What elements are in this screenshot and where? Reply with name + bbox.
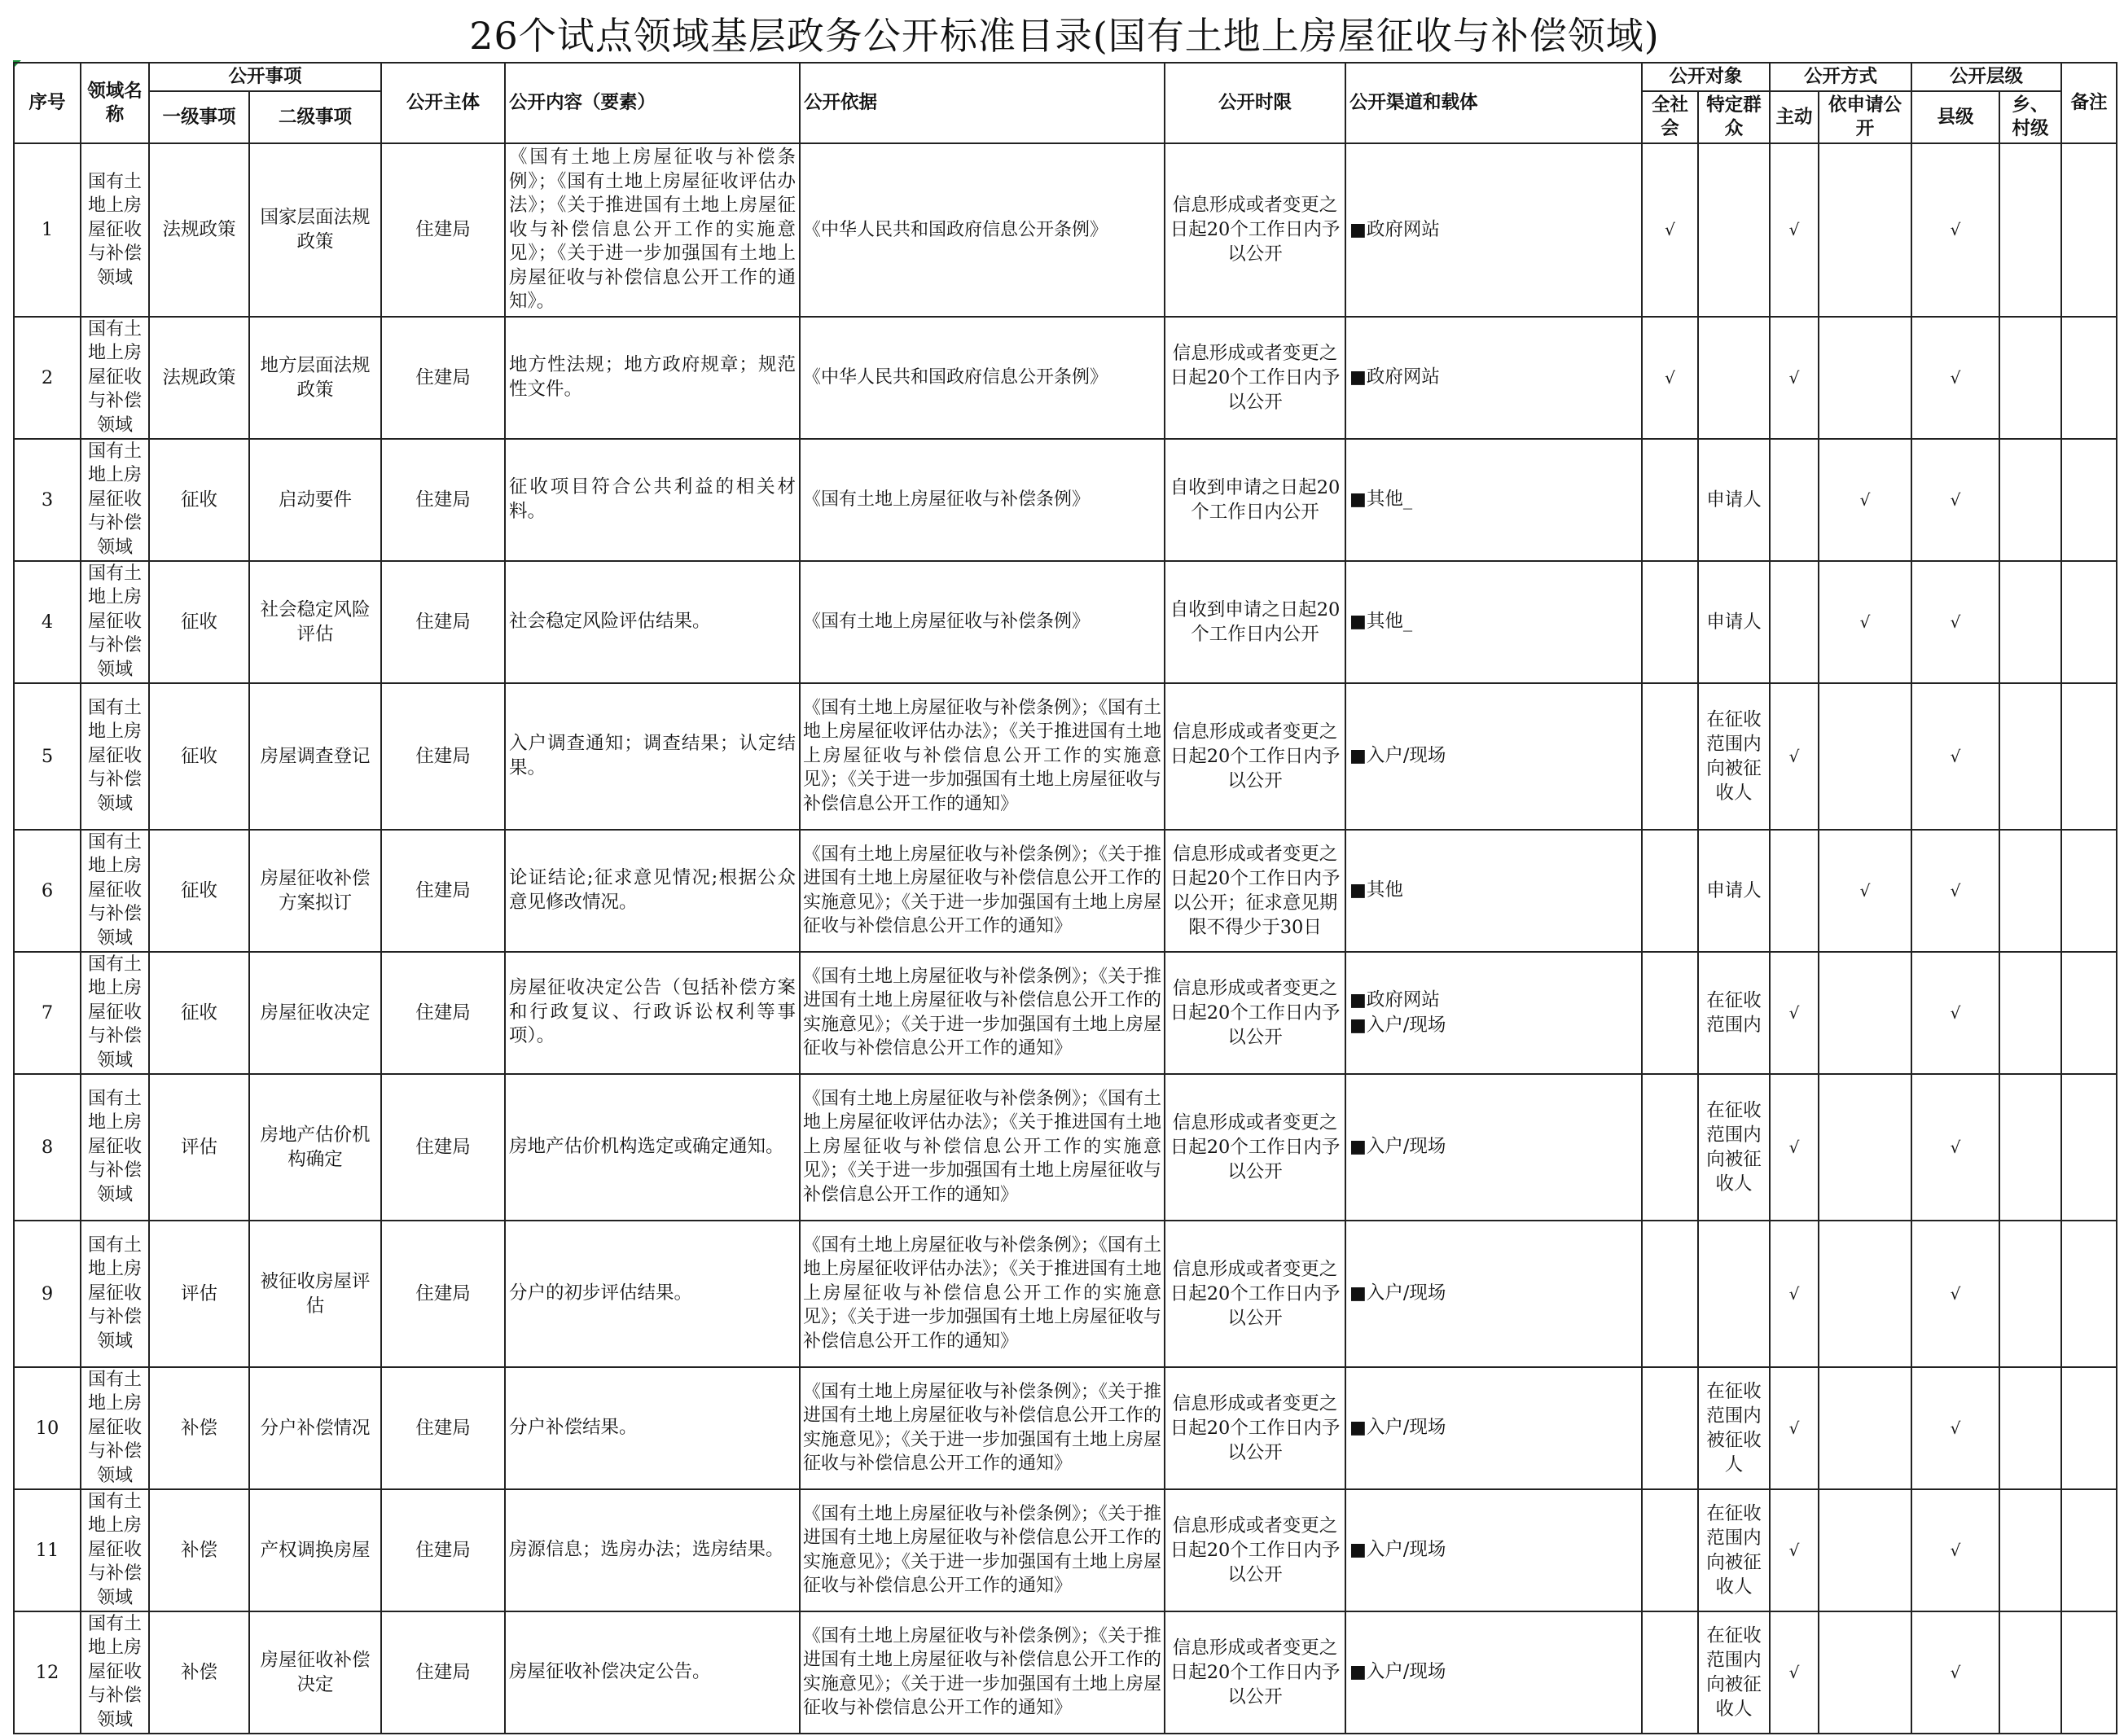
cell-basis: 《国有土地上房屋征收与补偿条例》；《国有土地上房屋征收评估办法》；《关于推进国有土地上房屋征收与补偿信息公开工作的实施意见》；《关于进一步加强国有土地上房屋征收与补偿信息公开工作的通知》 <box>800 1221 1165 1367</box>
cell-subject: 住建局 <box>381 830 505 952</box>
table-row <box>14 1074 2117 1221</box>
cell-field: 国有土地上房屋征收与补偿领域 <box>81 439 149 561</box>
channel-marker-icon: ■ <box>1349 219 1367 240</box>
cell-target-all <box>1642 683 1698 830</box>
cell-seq: 3 <box>14 439 81 561</box>
cell-method-active <box>1770 561 1819 683</box>
cell-item1: 征收 <box>149 952 249 1074</box>
cell-method-active: √ <box>1770 1489 1819 1611</box>
cell-level-county: √ <box>1911 1367 1999 1489</box>
cell-field: 国有土地上房屋征收与补偿领域 <box>81 1221 149 1367</box>
cell-target-all <box>1642 1074 1698 1221</box>
cell-seq: 4 <box>14 561 81 683</box>
header-method-group: 公开方式 <box>1770 63 1911 91</box>
cell-level-town <box>1999 1489 2061 1611</box>
cell-content: 分户补偿结果。 <box>505 1367 800 1489</box>
cell-field: 国有土地上房屋征收与补偿领域 <box>81 561 149 683</box>
cell-target-all <box>1642 830 1698 952</box>
cell-seq: 6 <box>14 830 81 952</box>
cell-content: 入户调查通知；调查结果；认定结果。 <box>505 683 800 830</box>
cell-method-active: √ <box>1770 1074 1819 1221</box>
cell-method-request <box>1819 1611 1911 1734</box>
channel-marker-icon: ■ <box>1349 367 1367 388</box>
cell-field: 国有土地上房屋征收与补偿领域 <box>81 1074 149 1221</box>
cell-method-request <box>1819 1489 1911 1611</box>
cell-basis: 《国有土地上房屋征收与补偿条例》；《关于推进国有土地上房屋征收与补偿信息公开工作的实施意见》；《关于进一步加强国有土地上房屋征收与补偿信息公开工作的通知》 <box>800 1367 1165 1489</box>
channel-label: 入户/现场 <box>1366 1661 1446 1682</box>
table-row <box>14 143 2117 317</box>
channel-marker-icon: ■ <box>1349 1015 1367 1036</box>
cell-remark <box>2061 1367 2117 1489</box>
cell-basis: 《国有土地上房屋征收与补偿条例》；《关于推进国有土地上房屋征收与补偿信息公开工作的实施意见》；《关于进一步加强国有土地上房屋征收与补偿信息公开工作的通知》 <box>800 1611 1165 1734</box>
cell-level-town <box>1999 561 2061 683</box>
cell-subject: 住建局 <box>381 952 505 1074</box>
cell-method-request: √ <box>1819 439 1911 561</box>
cell-basis: 《国有土地上房屋征收与补偿条例》；《关于推进国有土地上房屋征收与补偿信息公开工作的实施意见》；《关于进一步加强国有土地上房屋征收与补偿信息公开工作的通知》 <box>800 830 1165 952</box>
cell-field: 国有土地上房屋征收与补偿领域 <box>81 683 149 830</box>
channel-entry <box>1349 988 1638 1013</box>
header-method-active: 主动 <box>1770 91 1819 143</box>
cell-method-request <box>1819 317 1911 439</box>
cell-target-specific: 在征收范围内向被征收人 <box>1698 1489 1770 1611</box>
cell-remark <box>2061 1074 2117 1221</box>
cell-target-specific: 在征收范围内向被征收人 <box>1698 1074 1770 1221</box>
cell-remark <box>2061 1611 2117 1734</box>
cell-seq: 11 <box>14 1489 81 1611</box>
cell-channel <box>1345 1611 1642 1734</box>
cell-time: 信息形成或者变更之日起20个工作日内予以公开 <box>1165 143 1345 317</box>
header-remark: 备注 <box>2061 63 2117 143</box>
channel-label: 入户/现场 <box>1366 1136 1446 1157</box>
cell-target-all <box>1642 1367 1698 1489</box>
cell-method-request: √ <box>1819 830 1911 952</box>
cell-item1: 补偿 <box>149 1367 249 1489</box>
cell-basis: 《国有土地上房屋征收与补偿条例》；《关于推进国有土地上房屋征收与补偿信息公开工作的实施意见》；《关于进一步加强国有土地上房屋征收与补偿信息公开工作的通知》 <box>800 952 1165 1074</box>
channel-label: 入户/现场 <box>1366 1014 1446 1036</box>
cell-target-all <box>1642 1489 1698 1611</box>
header-level-county: 县级 <box>1911 91 1999 143</box>
cell-subject: 住建局 <box>381 317 505 439</box>
cell-content: 《国有土地上房屋征收与补偿条例》；《国有土地上房屋征收评估办法》；《关于推进国有土地上房屋征收与补偿信息公开工作的实施意见》；《关于进一步加强国有土地上房屋征收与补偿信息公开工作的通知》。 <box>505 143 800 317</box>
header-time: 公开时限 <box>1165 63 1345 143</box>
cell-time: 信息形成或者变更之日起20个工作日内予以公开 <box>1165 1074 1345 1221</box>
cell-target-specific <box>1698 317 1770 439</box>
cell-remark <box>2061 830 2117 952</box>
header-content: 公开内容（要素） <box>505 63 800 143</box>
cell-basis: 《国有土地上房屋征收与补偿条例》；《国有土地上房屋征收评估办法》；《关于推进国有土地上房屋征收与补偿信息公开工作的实施意见》；《关于进一步加强国有土地上房屋征收与补偿信息公开工作的通知》 <box>800 683 1165 830</box>
cell-content: 社会稳定风险评估结果。 <box>505 561 800 683</box>
cell-remark <box>2061 683 2117 830</box>
cell-channel <box>1345 1074 1642 1221</box>
header-basis: 公开依据 <box>800 63 1165 143</box>
cell-method-request: √ <box>1819 561 1911 683</box>
cell-content: 地方性法规；地方政府规章；规范性文件。 <box>505 317 800 439</box>
cell-field: 国有土地上房屋征收与补偿领域 <box>81 1367 149 1489</box>
cell-level-town <box>1999 143 2061 317</box>
table-row <box>14 952 2117 1074</box>
cell-remark <box>2061 1221 2117 1367</box>
channel-entry <box>1349 217 1638 243</box>
cell-basis: 《中华人民共和国政府信息公开条例》 <box>800 143 1165 317</box>
cell-target-all <box>1642 1611 1698 1734</box>
header-subject: 公开主体 <box>381 63 505 143</box>
cell-target-specific: 在征收范围内被征收人 <box>1698 1367 1770 1489</box>
cell-remark <box>2061 317 2117 439</box>
cell-remark <box>2061 143 2117 317</box>
cell-method-request <box>1819 143 1911 317</box>
cell-target-all <box>1642 439 1698 561</box>
cell-seq: 12 <box>14 1611 81 1734</box>
cell-level-county: √ <box>1911 317 1999 439</box>
header-method-request: 依申请公开 <box>1819 91 1911 143</box>
channel-label: 政府网站 <box>1366 218 1440 240</box>
cell-seq: 8 <box>14 1074 81 1221</box>
cell-method-request <box>1819 952 1911 1074</box>
cell-item2: 房屋调查登记 <box>249 683 381 830</box>
cell-field: 国有土地上房屋征收与补偿领域 <box>81 830 149 952</box>
cell-item1: 法规政策 <box>149 143 249 317</box>
cell-target-specific: 在征收范围内向被征收人 <box>1698 1611 1770 1734</box>
cell-method-request <box>1819 1367 1911 1489</box>
cell-time: 信息形成或者变更之日起20个工作日内予以公开；征求意见期限不得少于30日 <box>1165 830 1345 952</box>
cell-target-specific: 在征收范围内向被征收人 <box>1698 683 1770 830</box>
channel-marker-icon: ■ <box>1349 1540 1367 1560</box>
header-channel: 公开渠道和载体 <box>1345 63 1642 143</box>
cell-time: 信息形成或者变更之日起20个工作日内予以公开 <box>1165 952 1345 1074</box>
cell-subject: 住建局 <box>381 1489 505 1611</box>
cell-remark <box>2061 952 2117 1074</box>
table-row <box>14 1611 2117 1734</box>
cell-item1: 征收 <box>149 439 249 561</box>
cell-method-active: √ <box>1770 1611 1819 1734</box>
cell-field: 国有土地上房屋征收与补偿领域 <box>81 317 149 439</box>
cell-target-specific: 申请人 <box>1698 561 1770 683</box>
cell-channel <box>1345 830 1642 952</box>
cell-seq: 10 <box>14 1367 81 1489</box>
table-row <box>14 683 2117 830</box>
cell-basis: 《国有土地上房屋征收与补偿条例》；《关于推进国有土地上房屋征收与补偿信息公开工作的实施意见》；《关于进一步加强国有土地上房屋征收与补偿信息公开工作的通知》 <box>800 1489 1165 1611</box>
cell-method-active: √ <box>1770 143 1819 317</box>
cell-subject: 住建局 <box>381 1367 505 1489</box>
header-item1: 一级事项 <box>149 91 249 143</box>
cell-item1: 法规政策 <box>149 317 249 439</box>
cell-method-active <box>1770 439 1819 561</box>
cell-basis: 《国有土地上房屋征收与补偿条例》 <box>800 439 1165 561</box>
cell-level-county: √ <box>1911 439 1999 561</box>
cell-level-town <box>1999 952 2061 1074</box>
channel-label: 入户/现场 <box>1366 1539 1446 1560</box>
cell-channel <box>1345 952 1642 1074</box>
cell-channel <box>1345 1489 1642 1611</box>
cell-item2: 启动要件 <box>249 439 381 561</box>
cell-method-active: √ <box>1770 1367 1819 1489</box>
page-title: 26个试点领域基层政务公开标准目录(国有土地上房屋征收与补偿领域) <box>469 14 1660 58</box>
cell-time: 自收到申请之日起20个工作日内公开 <box>1165 439 1345 561</box>
cell-method-active: √ <box>1770 683 1819 830</box>
cell-subject: 住建局 <box>381 143 505 317</box>
channel-entry <box>1349 1415 1638 1440</box>
cell-item2: 被征收房屋评估 <box>249 1221 381 1367</box>
cell-channel <box>1345 317 1642 439</box>
cell-channel <box>1345 1367 1642 1489</box>
cell-content: 论证结论;征求意见情况;根据公众意见修改情况。 <box>505 830 800 952</box>
cell-time: 信息形成或者变更之日起20个工作日内予以公开 <box>1165 1611 1345 1734</box>
header-level-group: 公开层级 <box>1911 63 2061 91</box>
cell-target-specific: 申请人 <box>1698 439 1770 561</box>
cell-level-county: √ <box>1911 1611 1999 1734</box>
cell-content: 分户的初步评估结果。 <box>505 1221 800 1367</box>
table-row <box>14 1221 2117 1367</box>
cell-channel <box>1345 439 1642 561</box>
cell-field: 国有土地上房屋征收与补偿领域 <box>81 1611 149 1734</box>
channel-label: 其他 <box>1366 879 1403 901</box>
channel-marker-icon: ■ <box>1349 880 1367 901</box>
cell-item1: 征收 <box>149 561 249 683</box>
channel-entry <box>1349 365 1638 390</box>
cell-item2: 地方层面法规政策 <box>249 317 381 439</box>
cell-content: 房地产估价机构选定或确定通知。 <box>505 1074 800 1221</box>
table-row <box>14 830 2117 952</box>
cell-target-all <box>1642 561 1698 683</box>
cell-target-all <box>1642 1221 1698 1367</box>
cell-method-request <box>1819 683 1911 830</box>
cell-level-county: √ <box>1911 683 1999 830</box>
cell-level-town <box>1999 1221 2061 1367</box>
cell-subject: 住建局 <box>381 1611 505 1734</box>
channel-marker-icon: ■ <box>1349 1137 1367 1157</box>
cell-subject: 住建局 <box>381 561 505 683</box>
cell-content: 征收项目符合公共利益的相关材料。 <box>505 439 800 561</box>
table-header <box>14 63 2117 143</box>
table-row <box>14 317 2117 439</box>
cell-target-all <box>1642 952 1698 1074</box>
cell-level-town <box>1999 1611 2061 1734</box>
header-target-specific: 特定群众 <box>1698 91 1770 143</box>
cell-level-county: √ <box>1911 143 1999 317</box>
cell-subject: 住建局 <box>381 1074 505 1221</box>
cell-basis: 《中华人民共和国政府信息公开条例》 <box>800 317 1165 439</box>
channel-label: 入户/现场 <box>1366 745 1446 766</box>
channel-marker-icon: ■ <box>1349 612 1367 632</box>
channel-entry <box>1349 1281 1638 1306</box>
channel-entry <box>1349 609 1638 634</box>
cell-method-active: √ <box>1770 1221 1819 1367</box>
cell-remark <box>2061 439 2117 561</box>
cell-target-specific: 在征收范围内 <box>1698 952 1770 1074</box>
cell-subject: 住建局 <box>381 439 505 561</box>
table-row <box>14 1489 2117 1611</box>
cell-time: 信息形成或者变更之日起20个工作日内予以公开 <box>1165 1367 1345 1489</box>
cell-time: 信息形成或者变更之日起20个工作日内予以公开 <box>1165 1221 1345 1367</box>
cell-item2: 国家层面法规政策 <box>249 143 381 317</box>
cell-seq: 5 <box>14 683 81 830</box>
channel-entry <box>1349 1134 1638 1160</box>
cell-level-county: √ <box>1911 561 1999 683</box>
cell-item1: 补偿 <box>149 1489 249 1611</box>
cell-item1: 评估 <box>149 1074 249 1221</box>
table-row <box>14 561 2117 683</box>
cell-item1: 补偿 <box>149 1611 249 1734</box>
cell-item2: 房屋征收补偿决定 <box>249 1611 381 1734</box>
cell-channel <box>1345 1221 1642 1367</box>
cell-item2: 产权调换房屋 <box>249 1489 381 1611</box>
channel-entry <box>1349 1537 1638 1563</box>
cell-content: 房屋征收补偿决定公告。 <box>505 1611 800 1734</box>
channel-label: 入户/现场 <box>1366 1282 1446 1304</box>
cell-seq: 2 <box>14 317 81 439</box>
cell-subject: 住建局 <box>381 683 505 830</box>
channel-marker-icon: ■ <box>1349 1418 1367 1438</box>
cell-level-town <box>1999 830 2061 952</box>
cell-seq: 1 <box>14 143 81 317</box>
cell-level-town <box>1999 317 2061 439</box>
channel-label: 其他_ <box>1366 611 1413 632</box>
cell-channel <box>1345 561 1642 683</box>
header-item2: 二级事项 <box>249 91 381 143</box>
cell-level-town <box>1999 1367 2061 1489</box>
channel-label: 其他_ <box>1366 489 1413 510</box>
cell-channel <box>1345 143 1642 317</box>
cell-seq: 9 <box>14 1221 81 1367</box>
table-body <box>14 143 2117 1734</box>
cell-level-county: √ <box>1911 952 1999 1074</box>
cell-seq: 7 <box>14 952 81 1074</box>
cell-basis: 《国有土地上房屋征收与补偿条例》；《国有土地上房屋征收评估办法》；《关于推进国有土地上房屋征收与补偿信息公开工作的实施意见》；《关于进一步加强国有土地上房屋征收与补偿信息公开工作的通知》 <box>800 1074 1165 1221</box>
cell-target-all: √ <box>1642 143 1698 317</box>
cell-time: 信息形成或者变更之日起20个工作日内予以公开 <box>1165 1489 1345 1611</box>
channel-marker-icon: ■ <box>1349 489 1367 510</box>
cell-item1: 评估 <box>149 1221 249 1367</box>
cell-level-county: √ <box>1911 1221 1999 1367</box>
cell-target-specific <box>1698 143 1770 317</box>
cell-method-request <box>1819 1221 1911 1367</box>
channel-entry <box>1349 487 1638 512</box>
cell-channel <box>1345 683 1642 830</box>
cell-item2: 分户补偿情况 <box>249 1367 381 1489</box>
cell-level-county: √ <box>1911 1489 1999 1611</box>
cell-time: 自收到申请之日起20个工作日内公开 <box>1165 561 1345 683</box>
header-target-all: 全社会 <box>1642 91 1698 143</box>
cell-field: 国有土地上房屋征收与补偿领域 <box>81 952 149 1074</box>
table-row <box>14 439 2117 561</box>
channel-label: 政府网站 <box>1366 366 1440 388</box>
header-level-town: 乡、村级 <box>1999 91 2061 143</box>
channel-marker-icon: ■ <box>1349 746 1367 766</box>
cell-method-request <box>1819 1074 1911 1221</box>
header-seq: 序号 <box>14 63 81 143</box>
cell-field: 国有土地上房屋征收与补偿领域 <box>81 1489 149 1611</box>
cell-item2: 房地产估价机构确定 <box>249 1074 381 1221</box>
channel-entry <box>1349 743 1638 769</box>
cell-method-active <box>1770 830 1819 952</box>
cell-level-town <box>1999 439 2061 561</box>
cell-item2: 房屋征收决定 <box>249 952 381 1074</box>
sheet <box>13 11 2116 1729</box>
cell-target-specific: 申请人 <box>1698 830 1770 952</box>
cell-item1: 征收 <box>149 830 249 952</box>
cell-method-active: √ <box>1770 317 1819 439</box>
header-field: 领域名称 <box>81 63 149 143</box>
channel-marker-icon: ■ <box>1349 1662 1367 1682</box>
cell-target-specific <box>1698 1221 1770 1367</box>
channel-marker-icon: ■ <box>1349 1283 1367 1304</box>
header-target-group: 公开对象 <box>1642 63 1770 91</box>
cell-target-all: √ <box>1642 317 1698 439</box>
channel-entry <box>1349 1659 1638 1685</box>
cell-time: 信息形成或者变更之日起20个工作日内予以公开 <box>1165 317 1345 439</box>
cell-basis: 《国有土地上房屋征收与补偿条例》 <box>800 561 1165 683</box>
cell-level-town <box>1999 1074 2061 1221</box>
cell-level-county: √ <box>1911 1074 1999 1221</box>
cell-item2: 社会稳定风险评估 <box>249 561 381 683</box>
header-items-group: 公开事项 <box>149 63 381 91</box>
cell-subject: 住建局 <box>381 1221 505 1367</box>
cell-remark <box>2061 561 2117 683</box>
cell-item2: 房屋征收补偿方案拟订 <box>249 830 381 952</box>
channel-entry <box>1349 1013 1638 1038</box>
cell-content: 房源信息；选房办法；选房结果。 <box>505 1489 800 1611</box>
cell-remark <box>2061 1489 2117 1611</box>
cell-field: 国有土地上房屋征收与补偿领域 <box>81 143 149 317</box>
cell-level-town <box>1999 683 2061 830</box>
cell-item1: 征收 <box>149 683 249 830</box>
channel-label: 入户/现场 <box>1366 1417 1446 1438</box>
channel-marker-icon: ■ <box>1349 989 1367 1010</box>
catalog-table <box>13 62 2117 1734</box>
cell-method-active: √ <box>1770 952 1819 1074</box>
channel-entry <box>1349 878 1638 903</box>
cell-content: 房屋征收决定公告（包括补偿方案和行政复议、行政诉讼权利等事项）。 <box>505 952 800 1074</box>
table-row <box>14 1367 2117 1489</box>
channel-label: 政府网站 <box>1366 989 1440 1010</box>
cell-time: 信息形成或者变更之日起20个工作日内予以公开 <box>1165 683 1345 830</box>
cell-level-county: √ <box>1911 830 1999 952</box>
